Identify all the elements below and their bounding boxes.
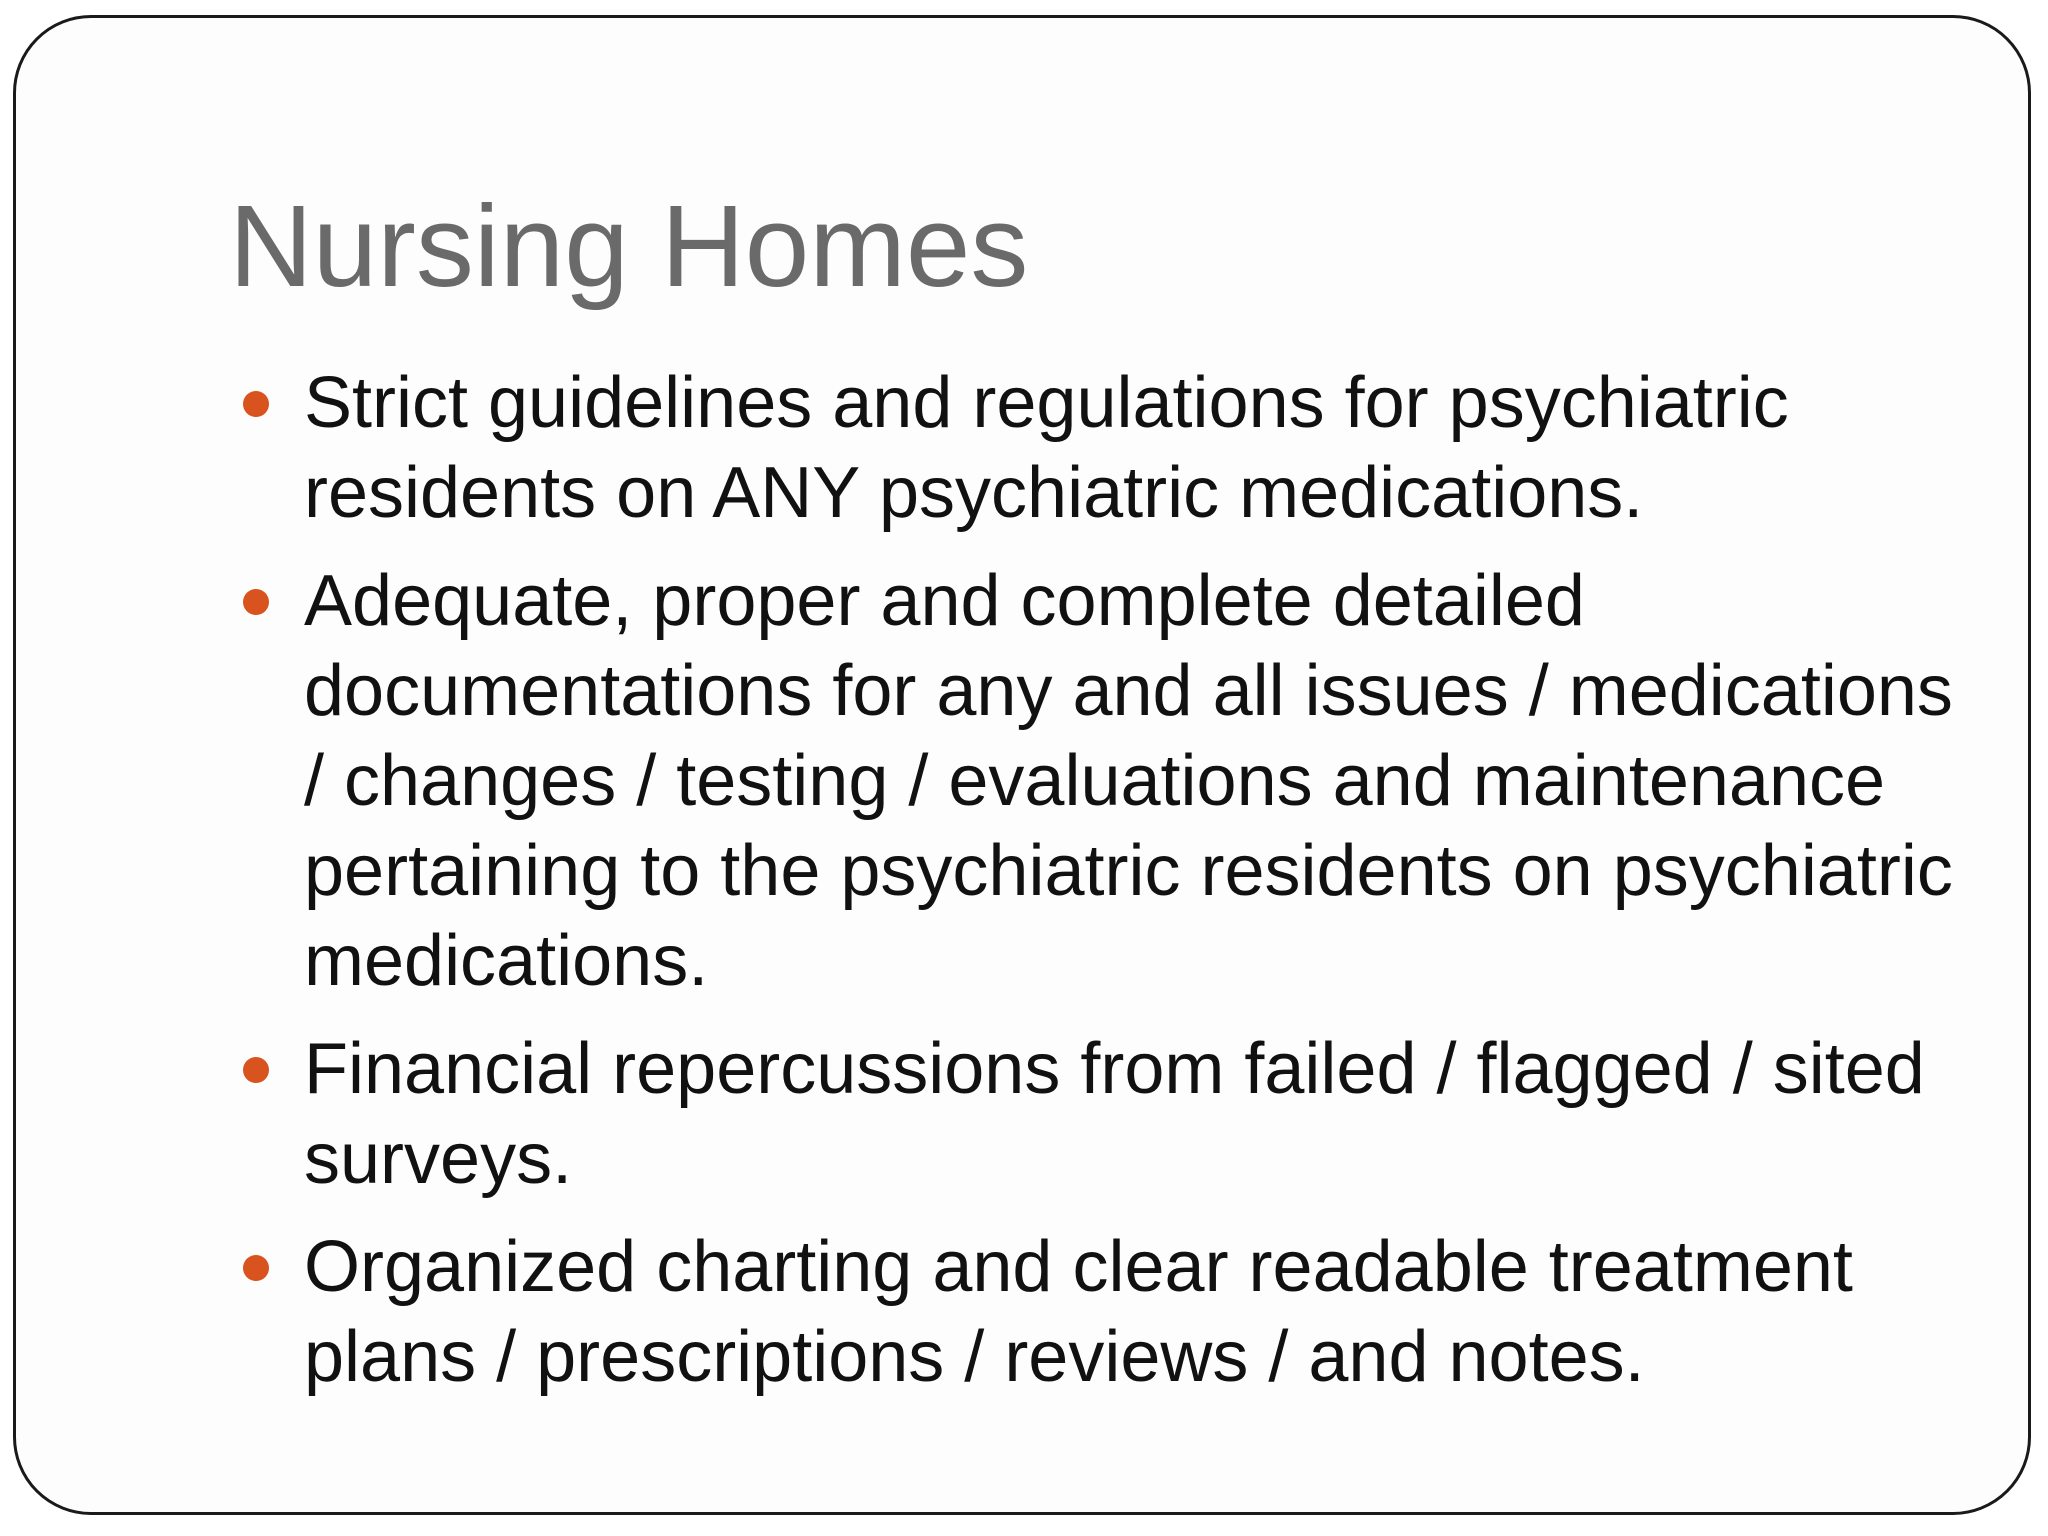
bullet-dot-icon: [243, 391, 269, 417]
list-item: [229, 556, 1989, 1006]
list-item: [229, 358, 1989, 538]
slide-frame: [13, 15, 2031, 1515]
list-item: [229, 1024, 1989, 1204]
list-item: [229, 1222, 1989, 1402]
bullet-text: Strict guidelines and regulations for psychiatric residents on ANY psychiatric medications.: [304, 363, 1789, 533]
bullet-dot-icon: [243, 589, 269, 615]
bullet-list: [229, 358, 1989, 1420]
slide-title: Nursing Homes: [229, 181, 1029, 311]
bullet-text: Adequate, proper and complete detailed documentations for any and all issues / medications / changes / testing / evaluations and maintenance pertaining to the psychiatric residents on psychiatric medications.: [304, 561, 1953, 1001]
bullet-dot-icon: [243, 1255, 269, 1281]
bullet-text: Financial repercussions from failed / flagged / sited surveys.: [304, 1029, 1925, 1199]
bullet-dot-icon: [243, 1057, 269, 1083]
bullet-text: Organized charting and clear readable treatment plans / prescriptions / reviews / and notes.: [304, 1227, 1853, 1397]
